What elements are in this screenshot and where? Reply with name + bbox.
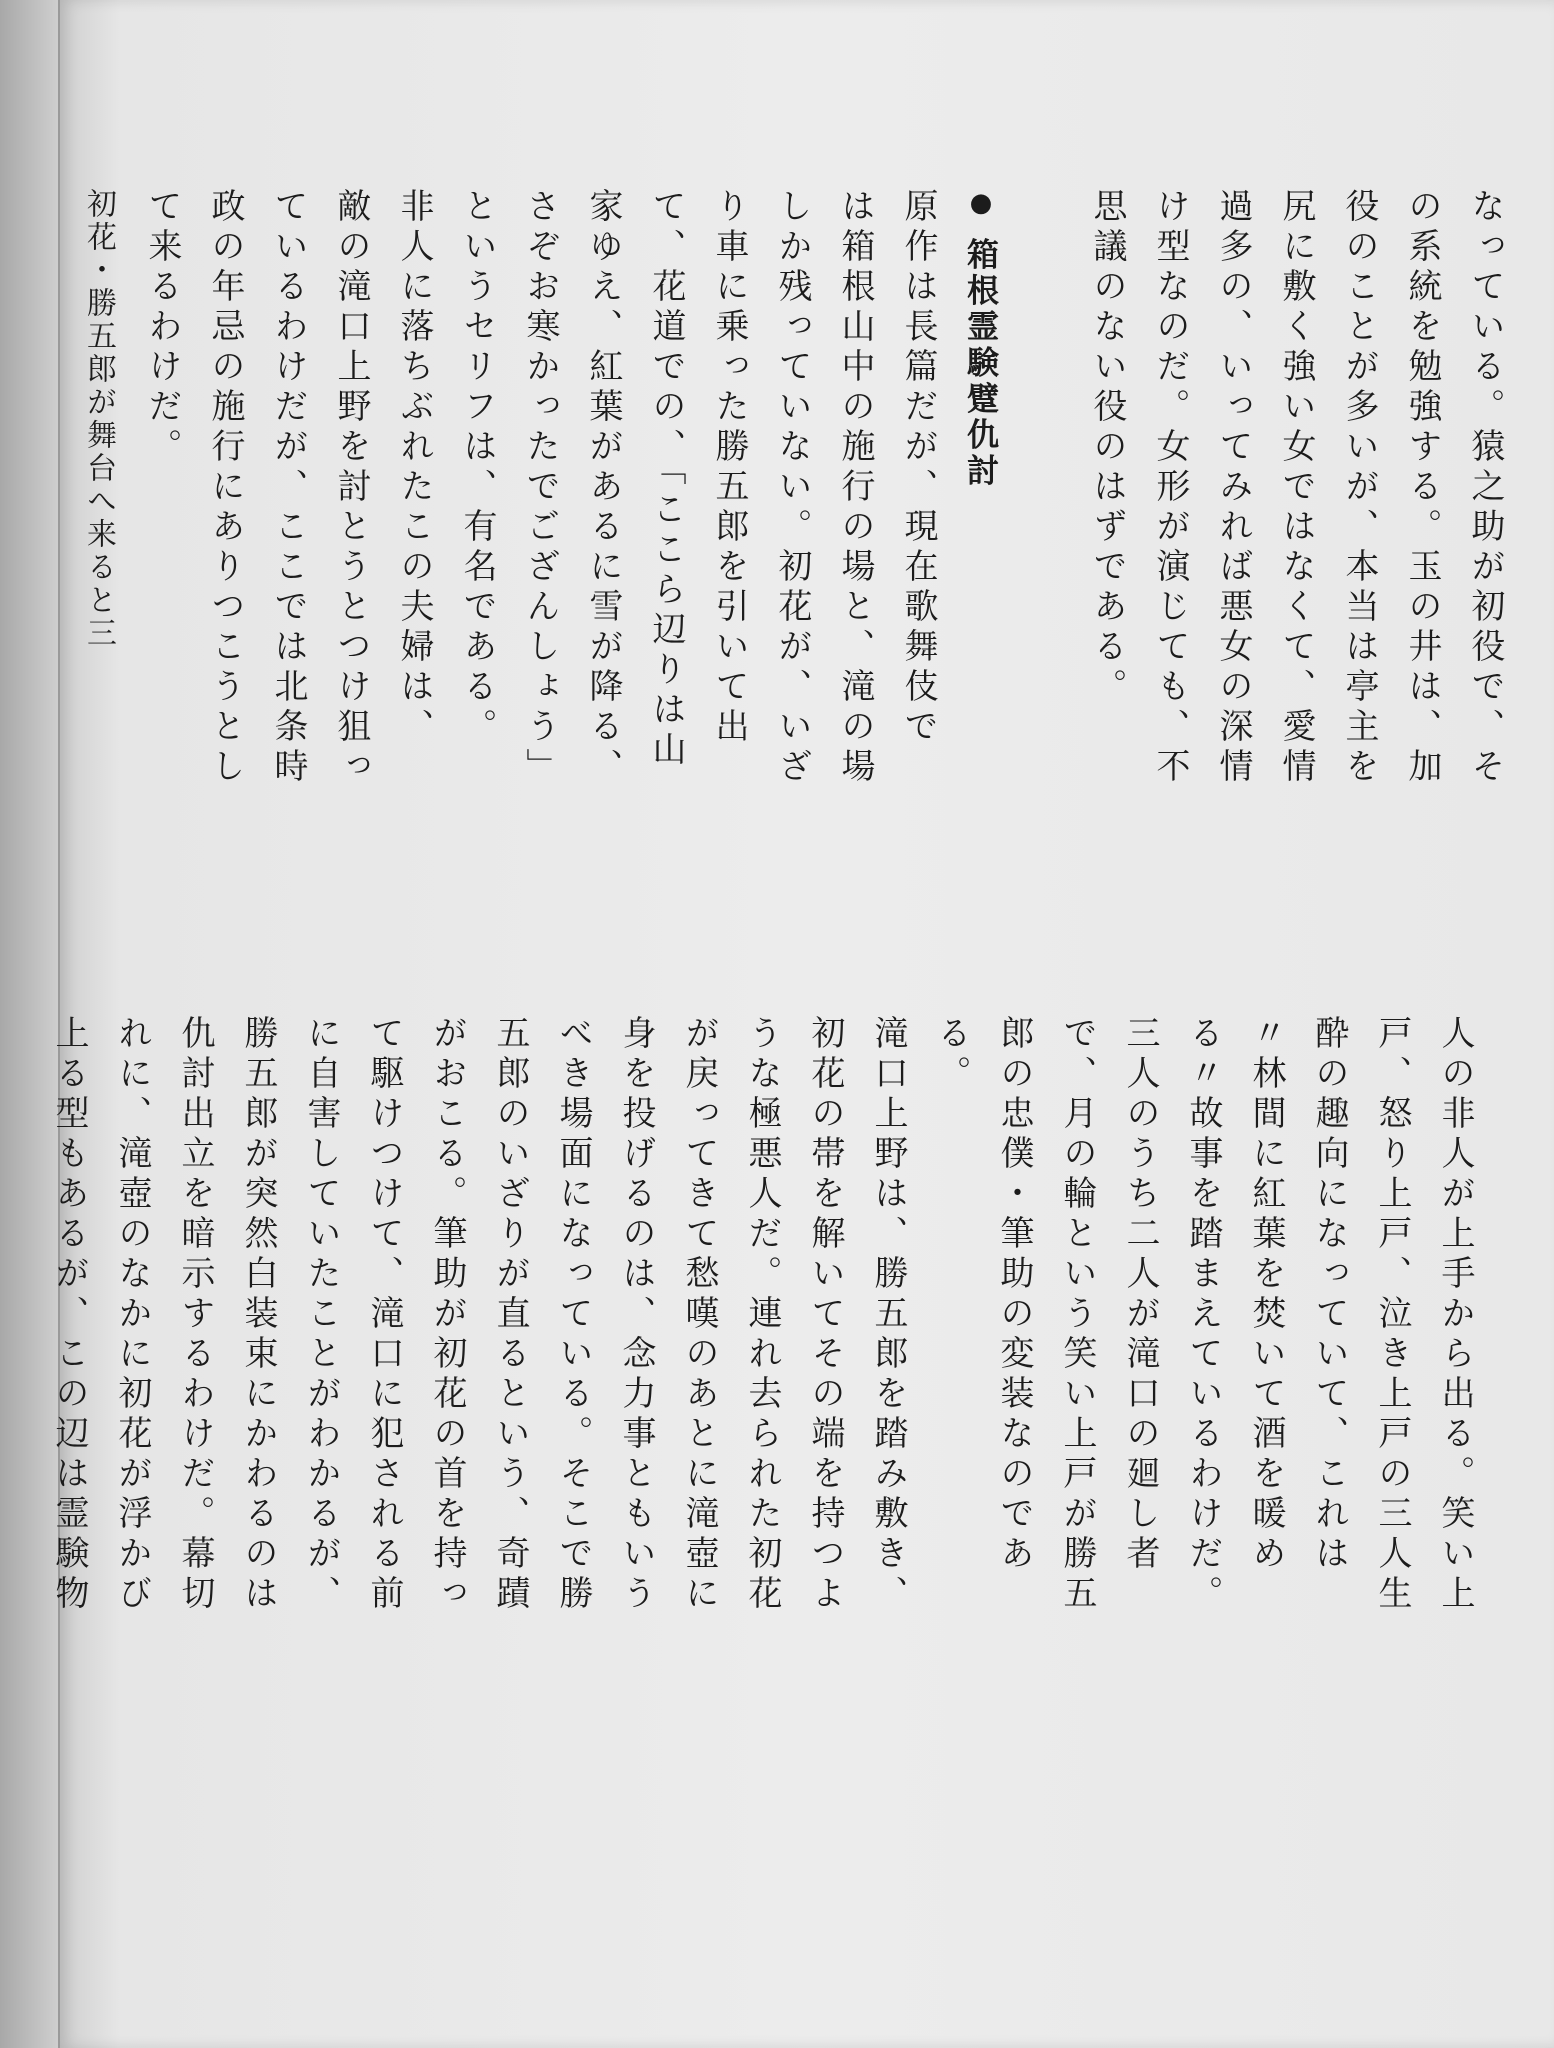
text-line: さぞお寒かったでござんしょう」 [520, 188, 560, 788]
section-title: 箱根霊験躄仇討 [962, 237, 1000, 490]
text-line: 身を投げるのは、念力事ともいう [616, 1015, 656, 1615]
text-line: に自害していたことがわかるが、 [301, 1015, 341, 1615]
book-page [49, 0, 1554, 2048]
text-line: て来るわけだ。 [142, 188, 182, 468]
text-line: は箱根山中の施行の場と、滝の場 [835, 188, 875, 788]
text-line: なっている。猿之助が初役で、そ [1465, 188, 1505, 788]
text-line: 原作は長篇だが、現在歌舞伎で [898, 188, 938, 748]
text-line: の系統を勉強する。玉の井は、加 [1402, 188, 1442, 788]
paragraph-gap [0, 1015, 37, 1775]
text-line: うな極悪人だ。連れ去られた初花 [742, 1015, 782, 1615]
text-line: け型なのだ。女形が演じても、不 [1150, 188, 1190, 788]
text-line: で、月の輪という笑い上戸が勝五 [1057, 1015, 1097, 1615]
text-line: 仇討出立を暗示するわけだ。幕切 [175, 1015, 215, 1615]
text-line: 五郎のいざりが直るという、奇蹟 [490, 1015, 530, 1615]
text-line: 敵の滝口上野を討とうとつけ狙っ [331, 188, 371, 788]
text-line: 戸、怒り上戸、泣き上戸の三人生 [1372, 1015, 1412, 1615]
text-line: て駆けつけて、滝口に犯される前 [364, 1015, 404, 1615]
text-line: しか残っていない。初花が、いざ [772, 188, 812, 788]
text-line: 過多の、いってみれば悪女の深情 [1213, 188, 1253, 788]
section-heading-hakone [949, 188, 1012, 948]
bullet-icon: ● [966, 188, 996, 222]
text-line: ているわけだが、ここでは北条時 [268, 188, 308, 788]
text-line: れに、滝壺のなかに初花が浮かび [112, 1015, 152, 1615]
text-line: べき場面になっている。そこで勝 [553, 1015, 593, 1615]
text-line: 酔の趣向になっていて、これは [1309, 1015, 1349, 1575]
text-line: 郎の忠僕・筆助の変装なのであ [994, 1015, 1034, 1575]
text-line: 非人に落ちぶれたこの夫婦は、 [394, 188, 434, 748]
text-line: 滝口上野は、勝五郎を踏み敷き、 [868, 1015, 908, 1615]
text-line: り車に乗った勝五郎を引いて出 [709, 188, 749, 748]
paragraph-gap [1012, 188, 1075, 948]
text-line: 三人のうち二人が滝口の廻し者 [1120, 1015, 1160, 1575]
text-line: がおこる。筆助が初花の首を持っ [427, 1015, 467, 1615]
text-line: 人の非人が上手から出る。笑い上 [1435, 1015, 1475, 1615]
text-line: 家ゆえ、紅葉があるに雪が降る、 [583, 188, 623, 788]
text-line: 上る型もあるが、この辺は霊験物 [49, 1015, 89, 1615]
text-line: 政の年忌の施行にありつこうとし [205, 188, 245, 788]
text-line: て、花道での、「ここら辺りは山 [646, 188, 686, 771]
text-line: 勝五郎が突然白装束にかわるのは [238, 1015, 278, 1615]
text-line: 初花・勝五郎が舞台へ来ると三 [81, 188, 116, 650]
text-line: 尻に敷く強い女ではなくて、愛情 [1276, 188, 1316, 788]
text-line: る。 [931, 1015, 971, 1095]
text-line: 初花の帯を解いてその端を持つよ [805, 1015, 845, 1615]
lower-text-block [49, 1015, 1486, 1775]
text-line: 思議のない役のはずである。 [1087, 188, 1127, 708]
text-line: 役のことが多いが、本当は亭主を [1339, 188, 1379, 788]
text-line: る〃故事を踏まえているわけだ。 [1183, 1015, 1223, 1615]
upper-text-block [81, 188, 1516, 948]
text-line: 〃林間に紅葉を焚いて酒を暖め [1246, 1015, 1286, 1575]
text-line: というセリフは、有名である。 [457, 188, 497, 748]
text-line: が戻ってきて愁嘆のあとに滝壺に [679, 1015, 719, 1615]
